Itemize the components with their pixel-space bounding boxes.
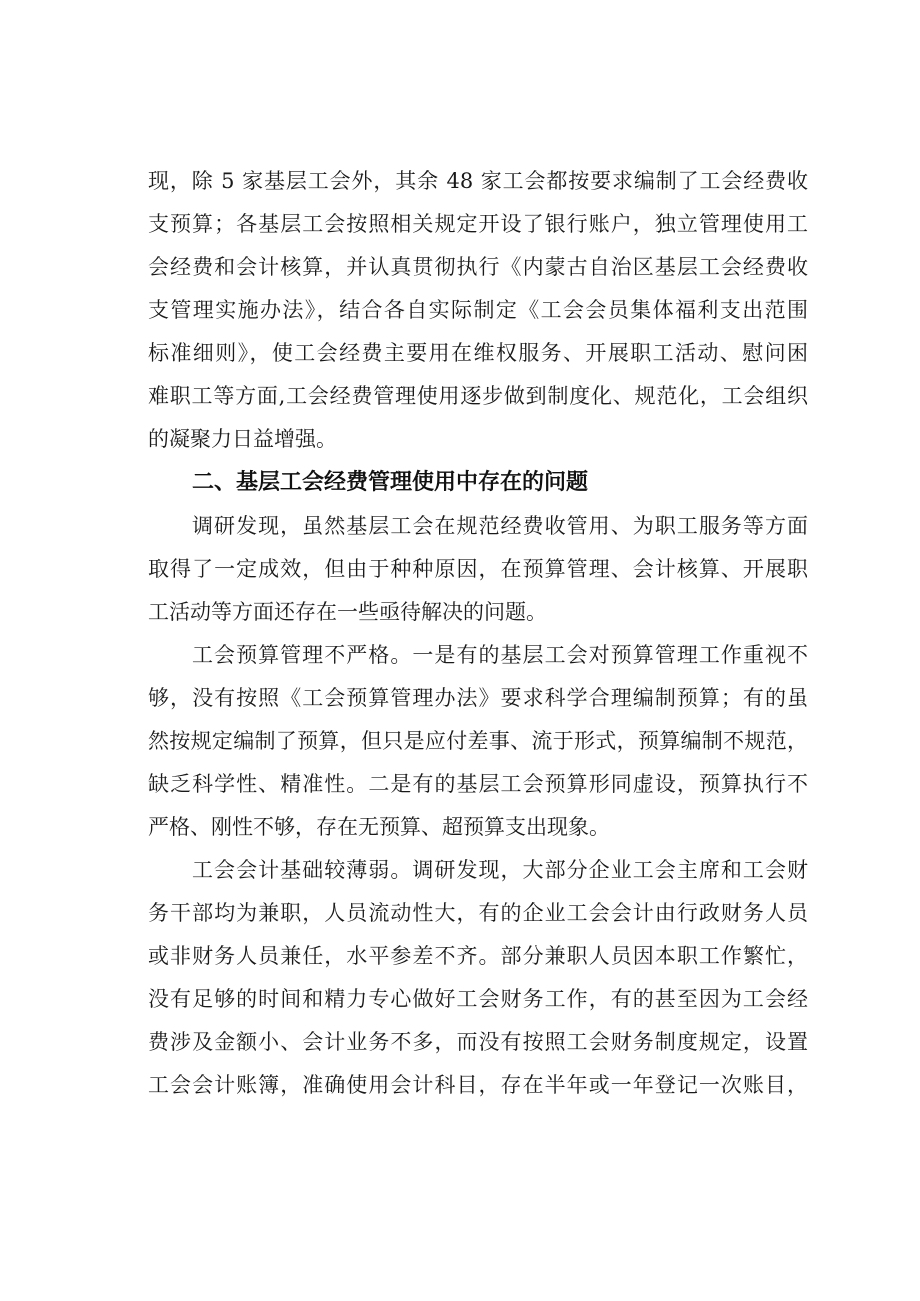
- text-line: 够，没有按照《工会预算管理办法》要求科学合理编制预算；有的虽: [148, 686, 808, 710]
- text-line: 然按规定编制了预算，但只是应付差事、流于形式，预算编制不规范，: [148, 729, 808, 753]
- text-line: 难职工等方面,工会经费管理使用逐步做到制度化、规范化，工会组织: [148, 384, 808, 408]
- paragraph-budget-management: [148, 634, 808, 849]
- paragraph-findings: [148, 505, 808, 634]
- paragraph-accounting-foundation: [148, 849, 808, 1107]
- text-line: 现，除 5 家基层工会外，其余 48 家工会都按要求编制了工会经费收: [148, 169, 808, 193]
- text-line: 取得了一定成效，但由于种种原因，在预算管理、会计核算、开展职: [148, 557, 808, 581]
- text-line: 费涉及金额小、会计业务不多，而没有按照工会财务制度规定，设置: [148, 1030, 808, 1054]
- text-line: 工会会计账簿，准确使用会计科目，存在半年或一年登记一次账目，: [148, 1073, 808, 1097]
- section-heading: 二、基层工会经费管理使用中存在的问题: [192, 470, 589, 495]
- text-line: 调研发现，虽然基层工会在规范经费收管用、为职工服务等方面: [192, 514, 808, 538]
- text-line: 支预算；各基层工会按照相关规定开设了银行账户，独立管理使用工: [148, 212, 808, 236]
- text-line: 会经费和会计核算，并认真贯彻执行《内蒙古自治区基层工会经费收: [148, 255, 808, 279]
- text-line: 支管理实施办法》，结合各自实际制定《工会会员集体福利支出范围: [148, 298, 808, 322]
- text-line: 工会会计基础较薄弱。调研发现，大部分企业工会主席和工会财: [192, 858, 808, 882]
- text-line: 或非财务人员兼任，水平参差不齐。部分兼职人员因本职工作繁忙，: [148, 944, 808, 968]
- text-line: 工活动等方面还存在一些亟待解决的问题。: [148, 600, 547, 624]
- text-line: 工会预算管理不严格。一是有的基层工会对预算管理工作重视不: [192, 643, 808, 667]
- document-body: [148, 160, 808, 1107]
- text-line: 严格、刚性不够，存在无预算、超预算支出现象。: [148, 815, 610, 839]
- text-line: 没有足够的时间和精力专心做好工会财务工作，有的甚至因为工会经: [148, 987, 808, 1011]
- text-line: 务干部均为兼职，人员流动性大，有的企业工会会计由行政财务人员: [148, 901, 808, 925]
- text-line: 缺乏科学性、精准性。二是有的基层工会预算形同虚设，预算执行不: [148, 772, 808, 796]
- text-line: 的凝聚力日益增强。: [148, 427, 337, 451]
- paragraph-intro: [148, 160, 808, 461]
- text-line: 标准细则》，使工会经费主要用在维权服务、开展职工活动、慰问困: [148, 341, 808, 365]
